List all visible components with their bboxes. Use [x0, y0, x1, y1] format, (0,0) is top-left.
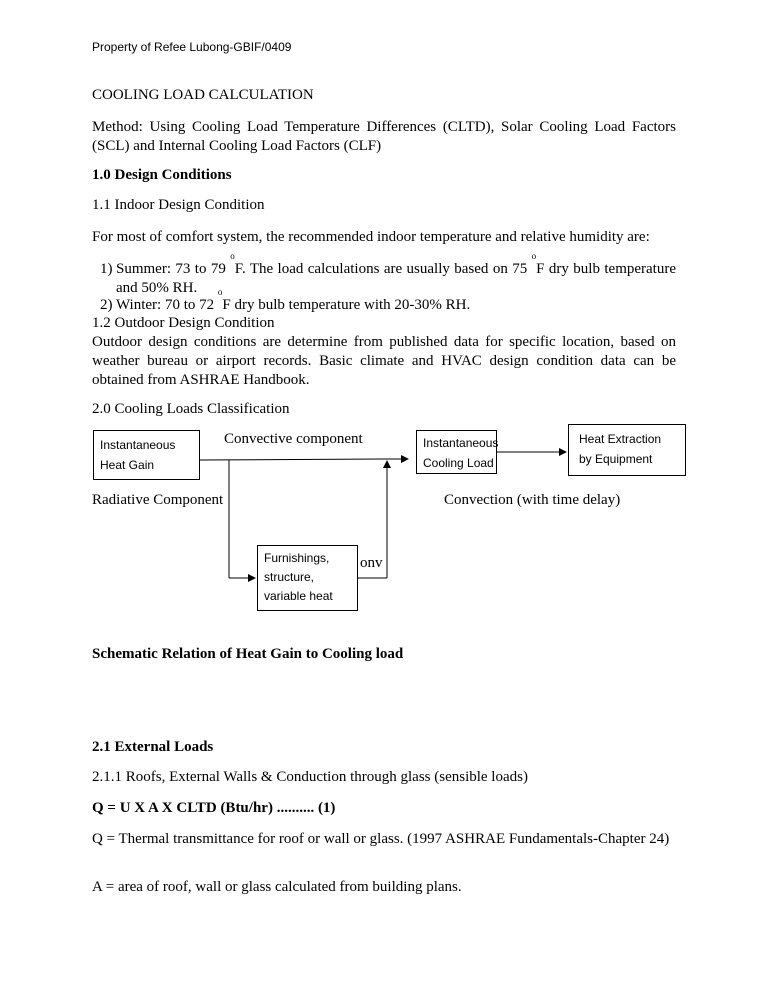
list-number: 2) — [100, 297, 113, 313]
box-label: Heat Gain — [100, 458, 155, 472]
convection-delay-label: Convection (with time delay) — [444, 492, 621, 508]
outdoor-paragraph: Outdoor design conditions are determine from published data for specific location, based on weather bureau or airport records. Basic climate and HVAC design condition data can be obtained from ASHRAE Handbook. — [92, 334, 676, 388]
degree-sup: o — [531, 251, 537, 261]
diagram-caption: Schematic Relation of Heat Gain to Cooling load — [92, 646, 404, 662]
indoor-paragraph: For most of comfort system, the recommended indoor temperature and relative humidity are: — [92, 229, 650, 245]
box-label: structure, — [264, 570, 315, 584]
box-label: Instantaneous — [423, 436, 499, 450]
list-text: Winter: 70 to 72 — [116, 297, 218, 313]
box-label: Heat Extraction — [579, 432, 662, 446]
box-label: Cooling Load — [423, 456, 494, 470]
conv-label: onv — [360, 555, 383, 571]
section-heading-1-2: 1.2 Outdoor Design Condition — [92, 315, 275, 331]
box-label: by Equipment — [579, 452, 653, 466]
formula: Q = U X A X CLTD (Btu/hr) .......... (1) — [92, 800, 336, 816]
radiative-component-label: Radiative Component — [92, 492, 224, 508]
furnishings-box — [257, 545, 358, 611]
page-title: COOLING LOAD CALCULATION — [92, 87, 314, 103]
list-number: 1) — [100, 261, 113, 277]
box-label: Instantaneous — [100, 438, 176, 452]
method-paragraph: Method: Using Cooling Load Temperature Differences (CLTD), Solar Cooling Load Factors (SCL) and Internal Cooling Load Factors (CLF) — [92, 119, 676, 154]
convective-component-label: Convective component — [224, 431, 363, 447]
instantaneous-cooling-load-box — [416, 430, 497, 474]
box-label: Furnishings, — [264, 551, 330, 565]
page-header: Property of Refee Lubong-GBIF/0409 — [92, 40, 292, 54]
list-text: Summer: 73 to 79 — [116, 261, 231, 277]
list-text: F dry bulb temperature with 20-30% RH. — [222, 297, 471, 313]
box-label: variable heat — [264, 589, 333, 603]
heat-extraction-box — [568, 424, 686, 476]
degree-sup: o — [217, 287, 223, 297]
degree-sup: o — [230, 251, 235, 261]
list-text: F dry bulb temperature and 50% RH. — [116, 261, 677, 296]
convective-line — [200, 459, 390, 460]
section-heading-1-1: 1.1 Indoor Design Condition — [92, 197, 265, 213]
section-heading-2-0: 2.0 Cooling Loads Classification — [92, 401, 290, 417]
list-text: F. The load calculations are usually based on 75 — [234, 261, 532, 277]
q-definition: Q = Thermal transmittance for roof or wall or glass. (1997 ASHRAE Fundamentals-Chapter 24) — [92, 831, 670, 847]
instantaneous-heat-gain-box — [93, 430, 200, 480]
section-heading-2-1: 2.1 External Loads — [92, 739, 214, 755]
section-heading-1-0: 1.0 Design Conditions — [92, 167, 232, 183]
section-heading-2-1-1: 2.1.1 Roofs, External Walls & Conduction through glass (sensible loads) — [92, 769, 528, 785]
a-definition: A = area of roof, wall or glass calculated from building plans. — [92, 879, 462, 895]
